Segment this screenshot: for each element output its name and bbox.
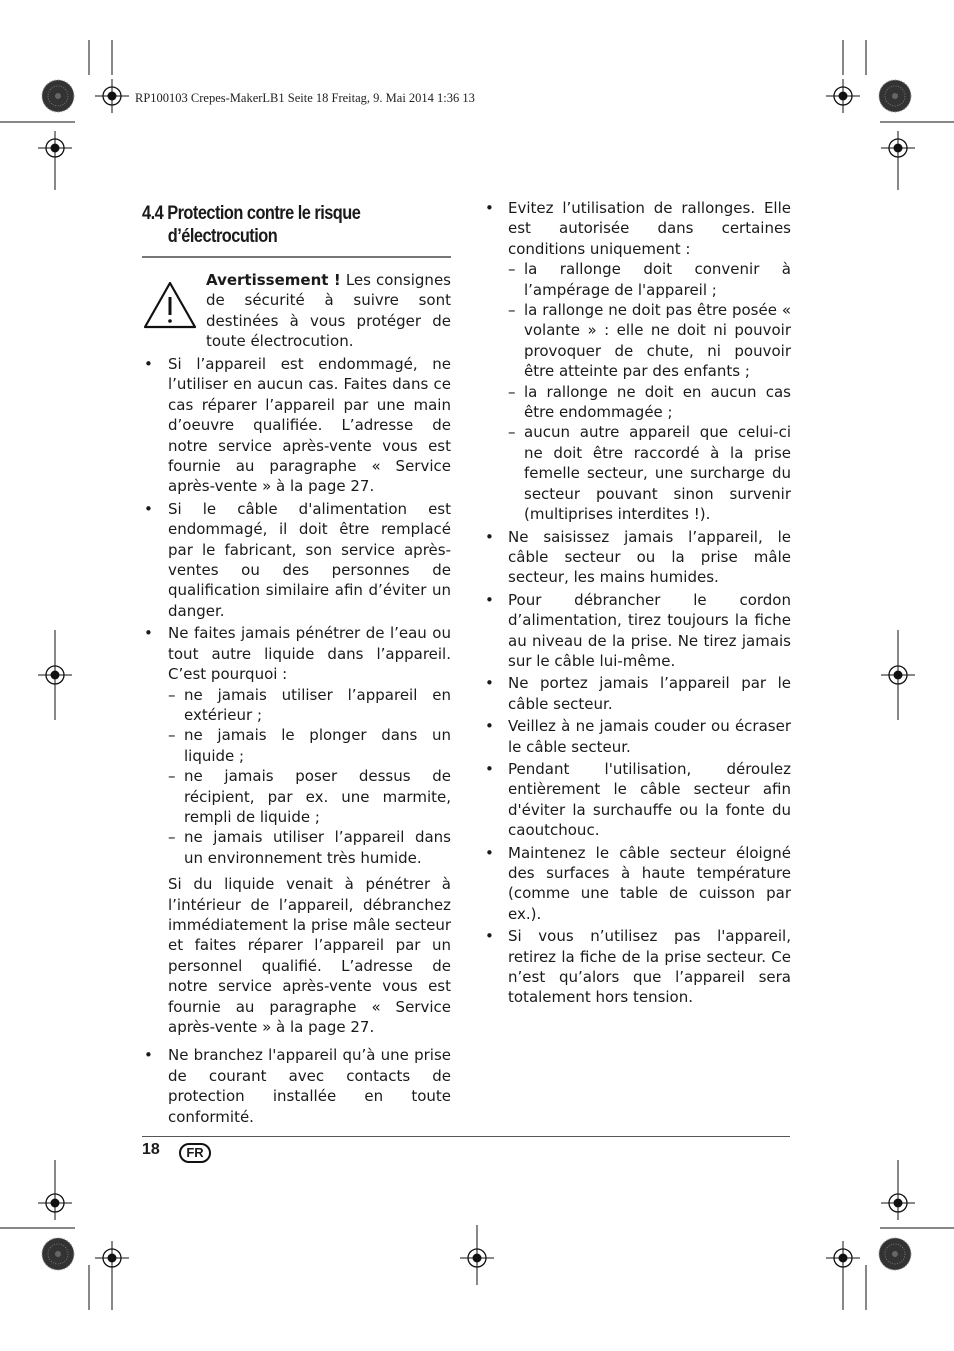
list-item-text: Evitez l’utilisation de rallonges. Elle est autorisée dans certaines conditions uniquement : — [508, 199, 791, 258]
list-item: • Ne portez jamais l’appareil par le câble secteur. — [483, 673, 791, 714]
page-number: 18 — [142, 1141, 160, 1158]
list-item: • Pour débrancher le cordon d’alimentation, tirez toujours la fiche au niveau de la prise. Ne tirez jamais sur le câble lui-même. — [483, 590, 791, 672]
warning-label: Avertissement ! — [206, 271, 341, 289]
sub-list — [168, 685, 451, 869]
sub-list-item: – ne jamais utiliser l’appareil en extérieur ; — [168, 685, 451, 726]
warning-text: Les consignes de sécurité à suivre sont destinées à vous protéger de toute électrocution. — [206, 271, 451, 351]
sub-list-item: – la rallonge doit convenir à l’ampérage de l'appareil ; — [508, 259, 791, 300]
right-bullet-list — [483, 198, 791, 1008]
section-title-line2: d’électrocution — [167, 226, 278, 247]
list-item: • Veillez à ne jamais couder ou écraser le câble secteur. — [483, 716, 791, 757]
sub-list-item: – ne jamais utiliser l’appareil dans un environnement très humide. — [168, 827, 451, 868]
sub-list-item: – ne jamais le plonger dans un liquide ; — [168, 725, 451, 766]
list-item-note: Si du liquide venait à pénétrer à l’intérieur de l’appareil, débranchez immédiatement la prise mâle secteur et faites réparer l’appareil par un personnel qualifié. L’adresse de notre service après-vente vous est fournie au paragraphe « Service après-vente » à la page 27. — [168, 875, 451, 1036]
warning-icon — [142, 280, 198, 330]
sub-list-item: – aucun autre appareil que celui-ci ne doit être raccordé à la prise femelle secteur, une surcharge du secteur pouvant sinon survenir (multiprises interdites !). — [508, 422, 791, 524]
sub-list-item: – la rallonge ne doit en aucun cas être endommagée ; — [508, 382, 791, 423]
sub-list-item: – la rallonge ne doit pas être posée « volante » : elle ne doit ni pouvoir provoquer de chute, ni pouvoir être atteinte par des enfants ; — [508, 300, 791, 382]
left-bullet-list — [142, 354, 451, 1127]
language-badge: FR — [179, 1143, 211, 1163]
print-header: RP100103 Crepes-MakerLB1 Seite 18 Freitag, 9. Mai 2014 1:36 13 — [135, 91, 475, 105]
sub-list — [508, 259, 791, 524]
left-column — [142, 198, 451, 1129]
list-item-text: Ne faites jamais pénétrer de l’eau ou tout autre liquide dans l’appareil. C’est pourquoi : — [168, 624, 451, 684]
list-item: • Maintenez le câble secteur éloigné des surfaces à haute température (comme une table de cuisson par ex.). — [483, 843, 791, 925]
sub-list-item: – ne jamais poser dessus de récipient, par ex. une marmite, rempli de liquide ; — [168, 766, 451, 827]
section-title-line1: Protection contre le risque — [167, 203, 361, 224]
section-number: 4.4 — [142, 203, 164, 224]
list-item — [142, 623, 451, 1037]
list-item: • Si vous n’utilisez pas l'appareil, retirez la fiche de la prise secteur. Ce n’est qu’alors que l’appareil sera totalement hors tension. — [483, 926, 791, 1008]
list-item: • Ne branchez l'appareil qu’à une prise de courant avec contacts de protection installée en toute conformité. — [142, 1045, 451, 1127]
list-item: • Ne saisissez jamais l’appareil, le câble secteur ou la prise mâle secteur, les mains humides. — [483, 527, 791, 588]
footer-divider — [142, 1136, 790, 1137]
list-item: • Si l’appareil est endommagé, ne l’utiliser en aucun cas. Faites dans ce cas réparer l’appareil par une main d’oeuvre qualifiée. L’adresse de notre service après-vente vous est fournie au paragraphe « Service après-vente » à la page 27. — [142, 354, 451, 497]
warning-block — [142, 270, 451, 354]
list-item — [483, 198, 791, 525]
section-title — [142, 202, 452, 248]
list-item: • Pendant l'utilisation, déroulez entièrement le câble secteur afin d'éviter la surchauffe ou la fonte du caoutchouc. — [483, 759, 791, 841]
right-column — [483, 198, 791, 1010]
list-item: • Si le câble d'alimentation est endommagé, il doit être remplacé par le fabricant, son service après-ventes ou des personnes de qualification similaire afin d’éviter un danger. — [142, 499, 451, 621]
title-divider — [142, 256, 451, 258]
